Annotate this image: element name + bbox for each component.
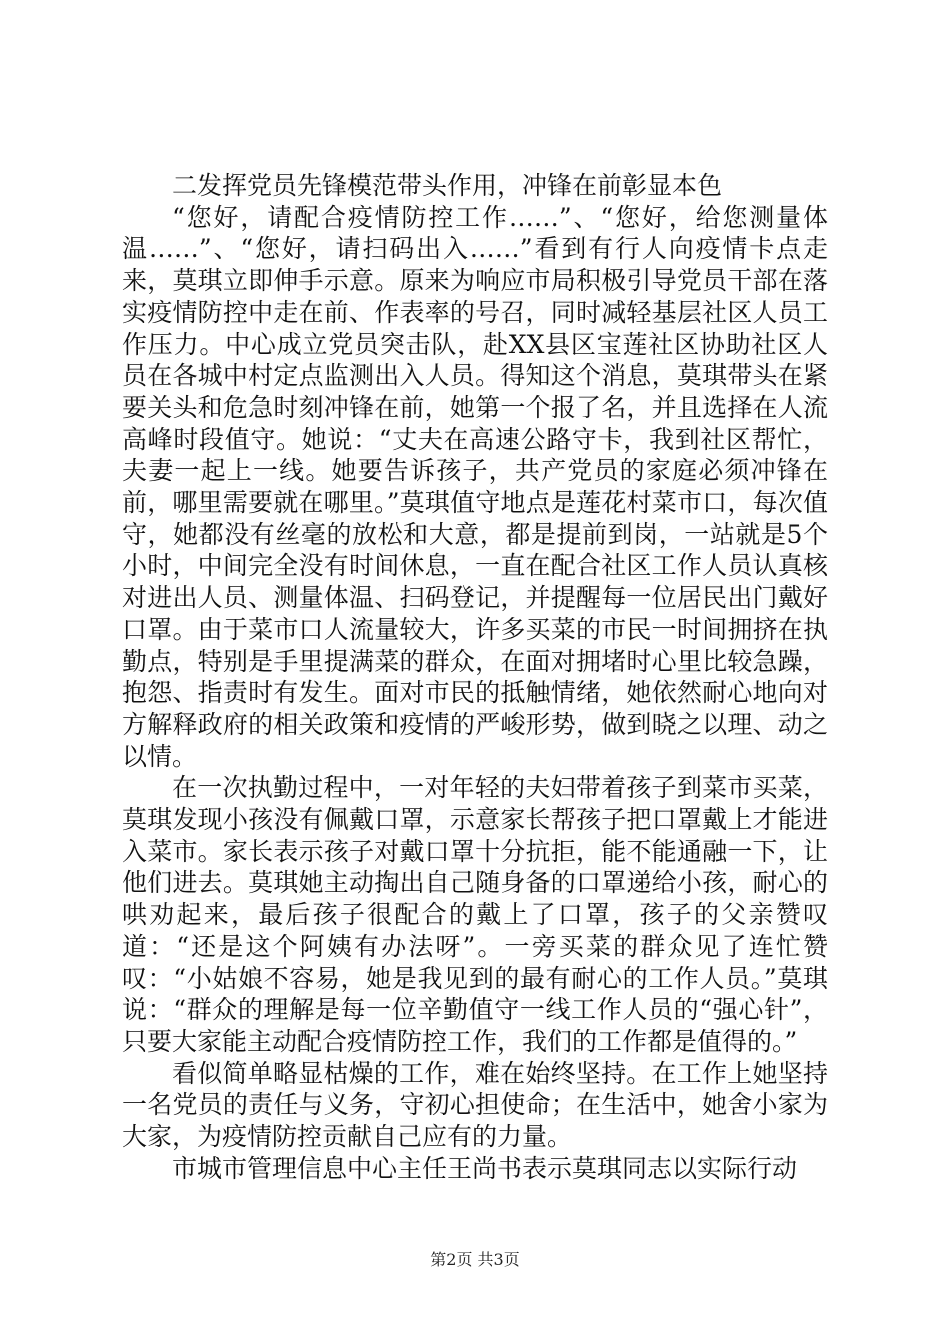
section-heading: 二发挥党员先锋模范带头作用，冲锋在前彰显本色 xyxy=(172,171,723,200)
paragraph: 在一次执勤过程中，一对年轻的夫妇带着孩子到菜市买菜，莫琪发现小孩没有佩戴口罩，示意家长帮孩子把口罩戴上才能进入菜市。家长表示孩子对戴口罩十分抗拒，能不能通融一下，让他们进去。莫琪她主动掏出自己随身备的口罩递给小孩，耐心的哄劝起来，最后孩子很配合的戴上了口罩，孩子的父亲赞叹道：“还是这个阿姨有办法呀”。一旁买菜的群众见了连忙赞叹：“小姑娘不容易，她是我见到的最有耐心的工作人员。”莫琪说：“群众的理解是每一位辛勤值守一线工作人员的“强心针”，只要大家能主动配合疫情防控工作，我们的工作都是值得的。” xyxy=(122,773,828,1056)
paragraph: 看似简单略显枯燥的工作，难在始终坚持。在工作上她坚持一名党员的责任与义务，守初心担使命；在生活中，她舍小家为大家，为疫情防控贡献自己应有的力量。 xyxy=(122,1058,828,1152)
page-footer: 第2页 共3页 xyxy=(430,1250,520,1269)
paragraph: “您好，请配合疫情防控工作……”、“您好，给您测量体温……”、“您好，请扫码出入……”看到有行人向疫情卡点走来，莫琪立即伸手示意。原来为响应市局积极引导党员干部在落实疫情防控中走在前、作表率的号召，同时减轻基层社区人员工作压力。中心成立党员突击队，赴XX县区宝莲社区协助社区人员在各城中村定点监测出入人员。得知这个消息，莫琪带头在紧要关头和危急时刻冲锋在前，她第一个报了名，并且选择在人流高峰时段值守。她说：“丈夫在高速公路守卡，我到社区帮忙，夫妻一起上一线。她要告诉孩子，共产党员的家庭必须冲锋在前，哪里需要就在哪里。”莫琪值守地点是莲花村菜市口，每次值守，她都没有丝毫的放松和大意，都是提前到岗，一站就是5个小时，中间完全没有时间休息，一直在配合社区工作人员认真核对进出人员、测量体温、扫码登记，并提醒每一位居民出门戴好口罩。由于菜市口人流量较大，许多买菜的市民一时间拥挤在执勤点，特别是手里提满菜的群众，在面对拥堵时心里比较急躁，抱怨、指责时有发生。面对市民的抵触情绪，她依然耐心地向对方解释政府的相关政策和疫情的严峻形势，做到晓之以理、动之以情。 xyxy=(122,202,828,771)
document-body xyxy=(122,170,828,1185)
paragraph: 市城市管理信息中心主任王尚书表示莫琪同志以实际行动 xyxy=(172,1153,798,1183)
